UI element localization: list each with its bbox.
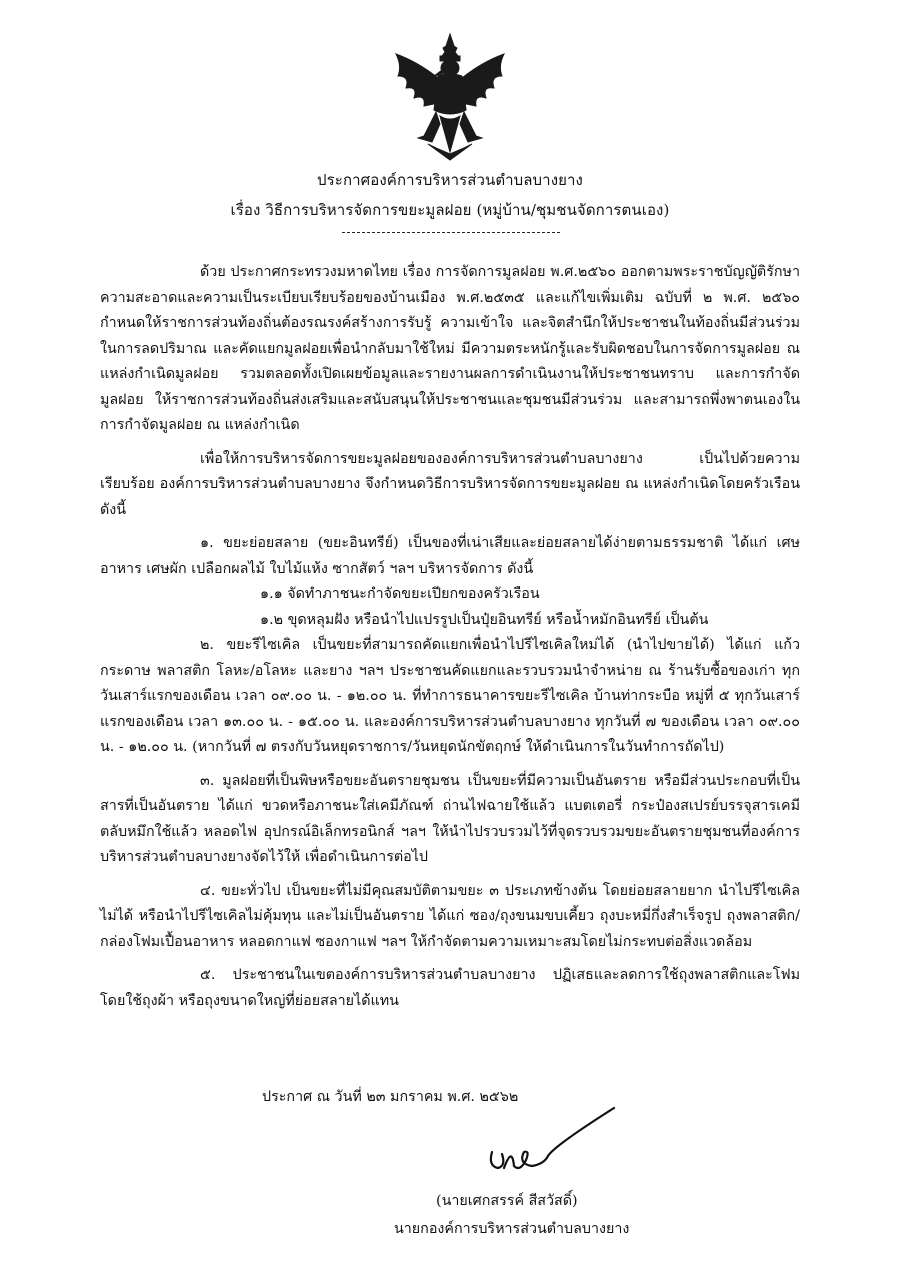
announcement-body [100, 260, 800, 1022]
signer-name: (นายเศกสรรค์ สีสวัสดิ์) [436, 1193, 578, 1209]
title-divider [342, 232, 560, 233]
paragraph-background: ด้วย ประกาศกระทรวงมหาดไทย เรื่อง การจัดการมูลฝอย พ.ศ.๒๕๖๐ ออกตามพระราชบัญญัติรักษาความสะอาดและความเป็นระเบียบเรียบร้อยของบ้านเมือง พ.ศ.๒๕๓๕ และแก้ไขเพิ่มเติม ฉบับที่ ๒ พ.ศ. ๒๕๖๐ กำหนดให้ราชการส่วนท้องถิ่นต้องรณรงค์สร้างการรับรู้ ความเข้าใจ และจิตสำนึกให้ประชาชนในท้องถิ่นมีส่วนร่วมในการลดปริมาณ และคัดแยกมูลฝอยเพื่อนำกลับมาใช้ใหม่ มีความตระหนักรู้และรับผิดชอบในการจัดการมูลฝอย ณ แหล่งกำเนิดมูลฝอย รวมตลอดทั้งเปิดเผยข้อมูลและรายงานผลการดำเนินงานให้ประชาชนทราบ และการกำจัดมูลฝอย ให้ราชการส่วนท้องถิ่นส่งเสริมและสนับสนุนให้ประชาชนและชุมชนมีส่วนร่วม และสามารถพึ่งพาตนเองในการกำจัดมูลฝอย ณ แหล่งกำเนิด [100, 264, 800, 433]
signature-icon [484, 1106, 624, 1182]
paragraph-purpose: เพื่อให้การบริหารจัดการขยะมูลฝอยขององค์การบริหารส่วนตำบลบางยาง เป็นไปด้วยความเรียบร้อย องค์การบริหารส่วนตำบลบางยาง จึงกำหนดวิธีการบริหารจัดการขยะมูลฝอย ณ แหล่งกำเนิดโดยครัวเรือน ดังนี้ [100, 450, 800, 518]
item-reduce-plastic: ๕. ประชาชนในเขตองค์การบริหารส่วนตำบลบางยาง ปฏิเสธและลดการใช้ถุงพลาสติกและโฟม โดยใช้ถุงผ้า หรือถุงขนาดใหญ่ที่ย่อยสลายได้แทน [100, 967, 800, 1009]
item-hazardous-waste: ๓. มูลฝอยที่เป็นพิษหรือขยะอันตรายชุมชน เป็นขยะที่มีความเป็นอันตราย หรือมีส่วนประกอบที่เป็นสารที่เป็นอันตราย ได้แก่ ขวดหรือภาชนะใส่เคมีภัณฑ์ ถ่านไฟฉายใช้แล้ว แบตเตอรี่ กระป๋องสเปรย์บรรจุสารเคมี ตลับหมึกใช้แล้ว หลอดไฟ อุปกรณ์อิเล็กทรอนิกส์ ฯลฯ ให้นำไปรวบรวมไว้ที่จุดรวบรวมขยะอันตรายชุมชนที่องค์การบริหารส่วนตำบลบางยางจัดไว้ให้ เพื่อดำเนินการต่อไป [100, 772, 800, 865]
item-general-waste: ๔. ขยะทั่วไป เป็นขยะที่ไม่มีคุณสมบัติตามขยะ ๓ ประเภทข้างต้น โดยย่อยสลายยาก นำไปรีไซเคิลไม่ได้ หรือนำไปรีไซเคิลไม่คุ้มทุน และไม่เป็นอันตราย ได้แก่ ซอง/ถุงขนมขบเคี้ยว ถุงบะหมี่กึ่งสำเร็จรูป ถุงพลาสติก/กล่องโฟมเปื้อนอาหาร หลอดกาแฟ ซองกาแฟ ฯลฯ ให้กำจัดตามความเหมาะสมโดยไม่กระทบต่อสิ่งแวดล้อม [100, 882, 800, 950]
item-recycle-waste: ๒. ขยะรีไซเคิล เป็นขยะที่สามารถคัดแยกเพื่อนำไปรีไซเคิลใหม่ได้ (นำไปขายได้) ได้แก่ แก้ว กระดาษ พลาสติก โลหะ/อโลหะ และยาง ฯลฯ ประชาชนคัดแยกและรวบรวมนำจำหน่าย ณ ร้านรับซื้อของเก่า ทุกวันเสาร์แรกของเดือน เวลา ๐๙.๐๐ น. - ๑๒.๐๐ น. ที่ทำการธนาคารขยะรีไซเคิล บ้านท่ากระบือ หมู่ที่ ๕ ทุกวันเสาร์แรกของเดือน เวลา ๑๓.๐๐ น. - ๑๕.๐๐ น. และองค์การบริหารส่วนตำบลบางยาง ทุกวันที่ ๗ ของเดือน เวลา ๐๙.๐๐ น. - ๑๒.๐๐ น. (หากวันที่ ๗ ตรงกับวันหยุดราชการ/วันหยุดนักขัตฤกษ์ ให้ดำเนินการในวันทำการถัดไป) [100, 637, 800, 755]
item-organic-waste-1: ๑.๑ จัดทำภาชนะกำจัดขยะเปียกของครัวเรือน [260, 586, 540, 602]
item-organic-waste-2: ๑.๒ ขุดหลุมฝัง หรือนำไปแปรรูปเป็นปุ๋ยอินทรีย์ หรือน้ำหมักอินทรีย์ เป็นต้น [260, 611, 709, 628]
announcement-subject: เรื่อง วิธีการบริหารจัดการขยะมูลฝอย (หมู่บ้าน/ชุมชนจัดการตนเอง) [230, 201, 670, 219]
item-organic-waste: ๑. ขยะย่อยสลาย (ขยะอินทรีย์) เป็นของที่เน่าเสียและย่อยสลายได้ง่ายตามธรรมชาติ ได้แก่ เศษอาหาร เศษผัก เปลือกผลไม้ ใบไม้แห้ง ซากสัตว์ ฯลฯ บริหารจัดการ ดังนี้ [100, 535, 800, 577]
garuda-emblem-icon [388, 32, 512, 162]
announcement-date: ประกาศ ณ วันที่ ๒๓ มกราคม พ.ศ. ๒๕๖๒ [262, 1089, 519, 1105]
announcement-title: ประกาศองค์การบริหารส่วนตำบลบางยาง [317, 171, 583, 189]
signer-position: นายกองค์การบริหารส่วนตำบลบางยาง [394, 1221, 630, 1237]
